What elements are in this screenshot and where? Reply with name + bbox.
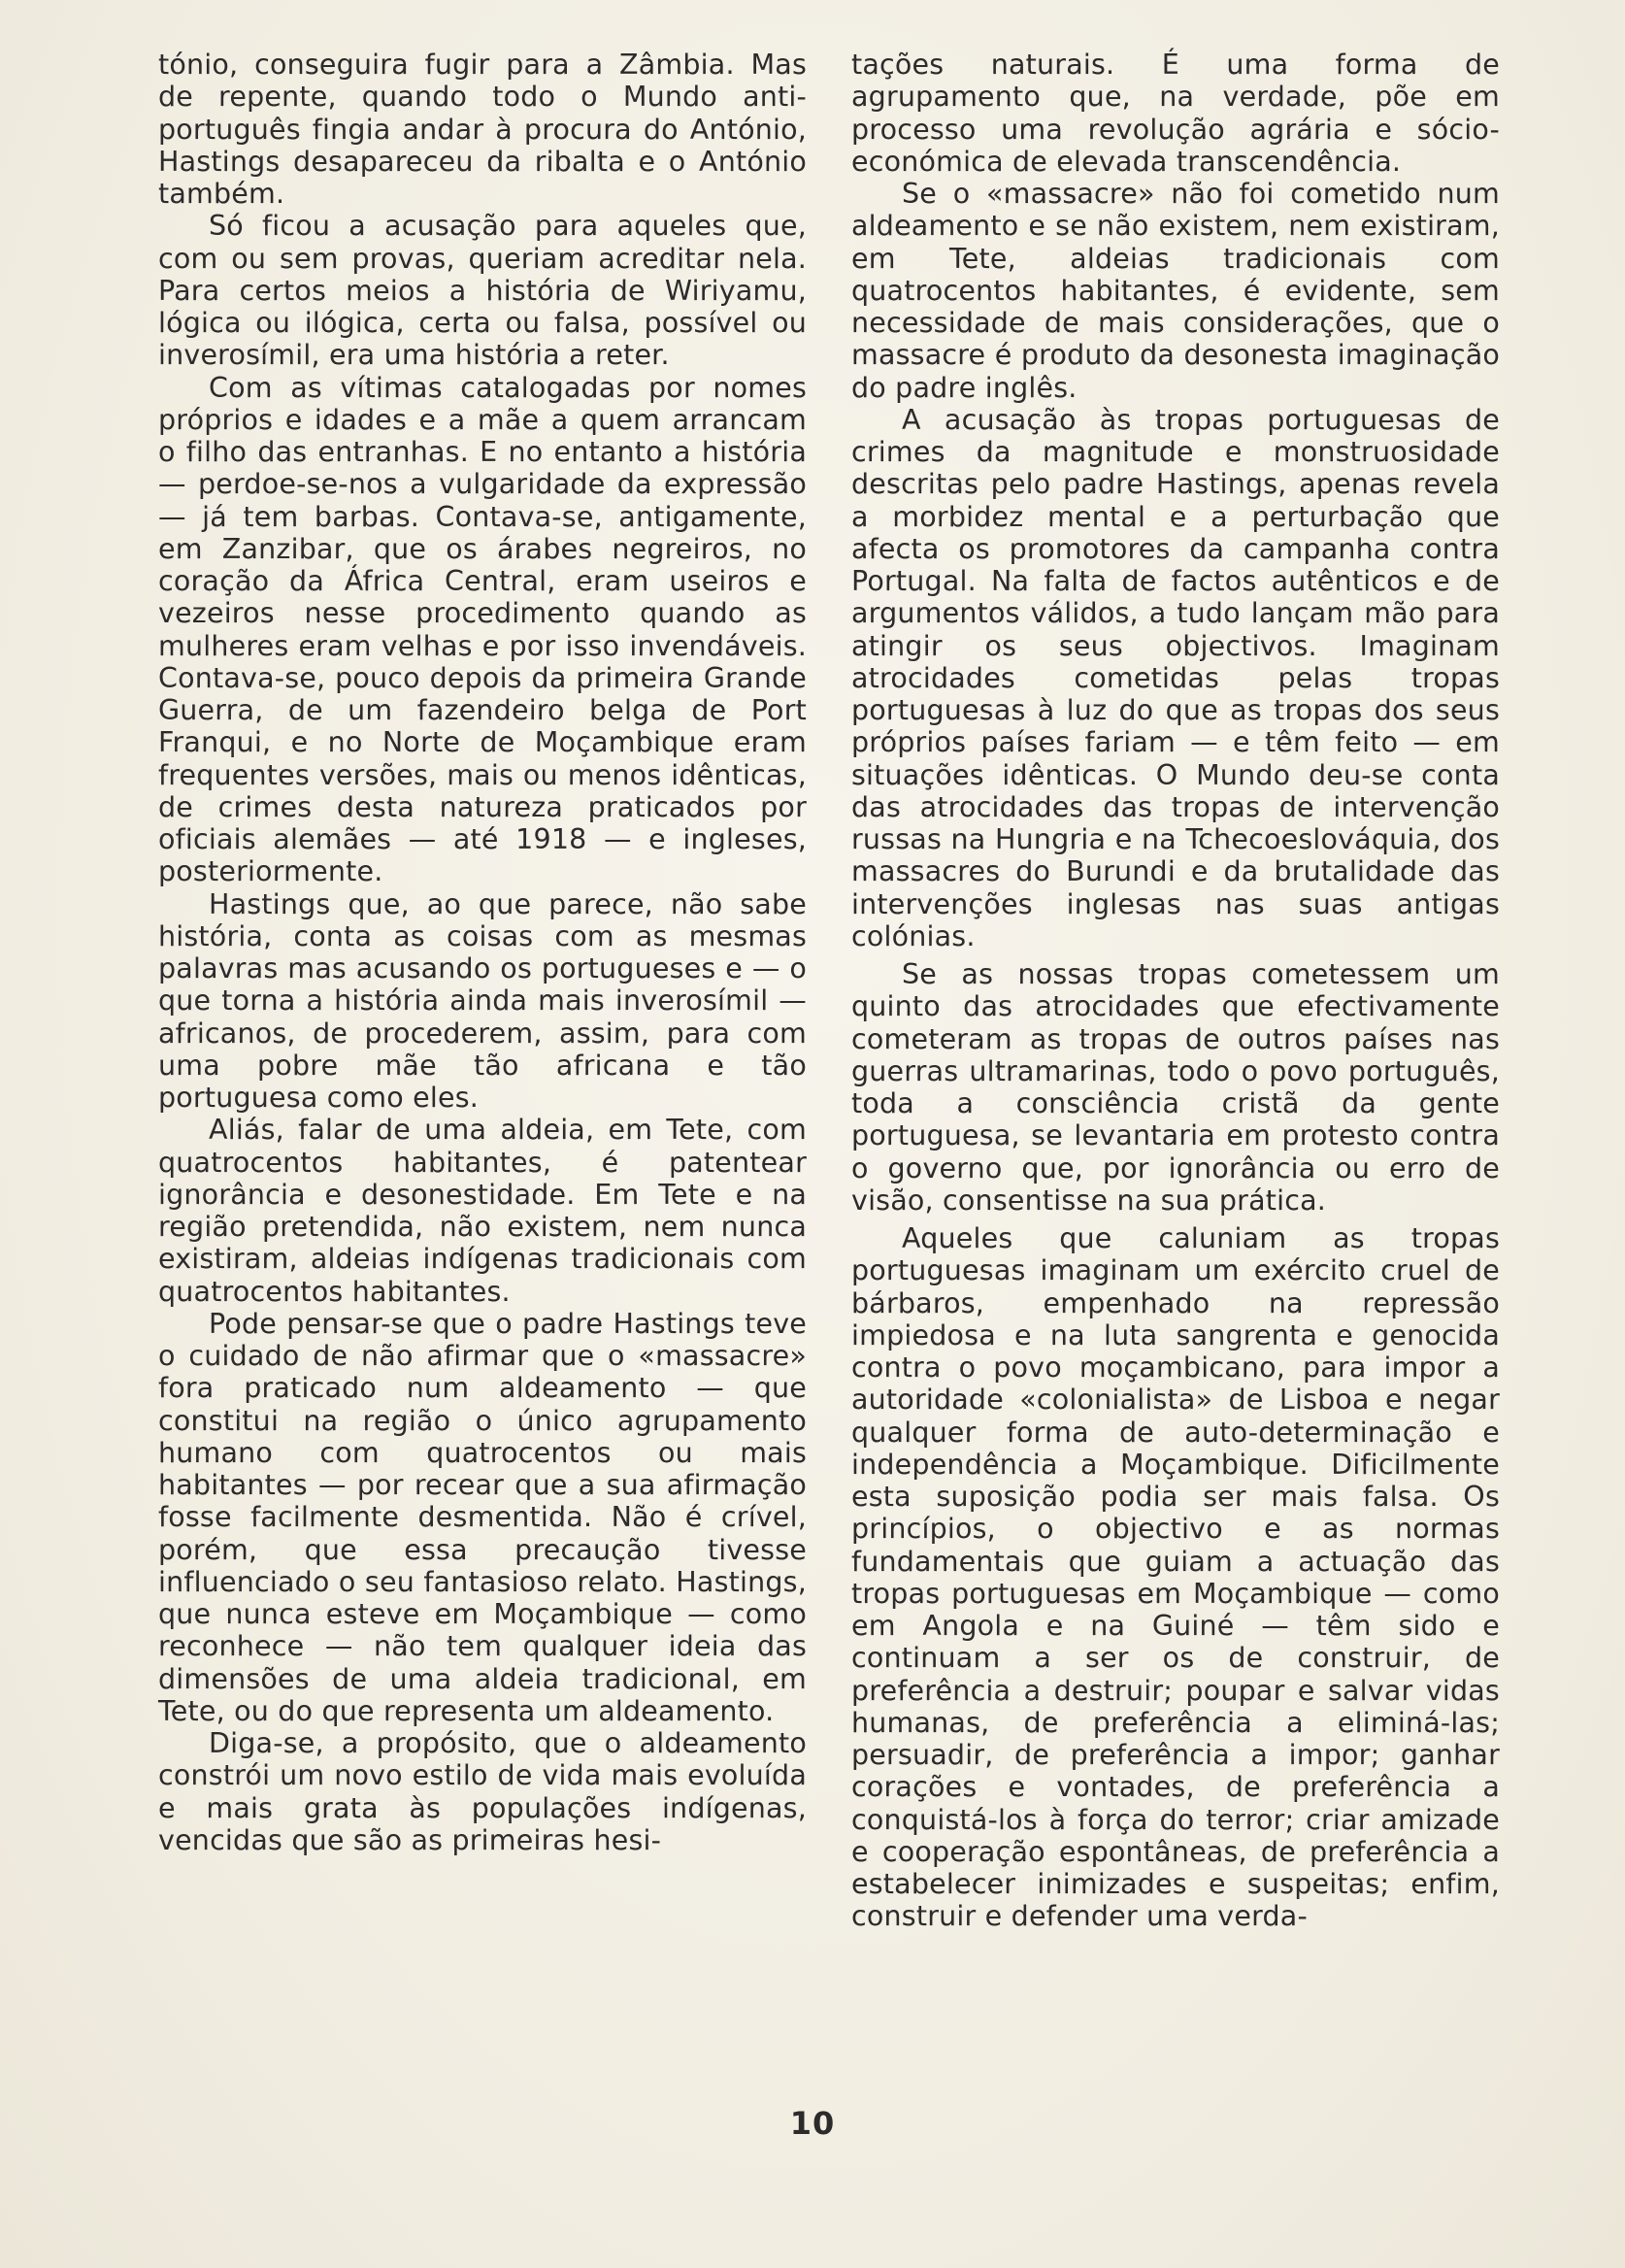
- paragraph: Só ficou a acusação para aqueles que, com ou sem provas, queriam acreditar nela. Para certos meios a história de Wiriyamu, lógica ou ilógica, certa ou falsa, possível ou inverosímil, era uma história a reter.: [158, 210, 807, 372]
- paragraph: Hastings que, ao que parece, não sabe história, conta as coisas com as mesmas palavras mas acusando os portugueses e — o que torna a história ainda mais inverosímil — africanos, de procederem, assim, para com uma pobre mãe tão africana e tão portuguesa como eles.: [158, 887, 807, 1114]
- paragraph: Aliás, falar de uma aldeia, em Tete, com quatrocentos habitantes, é patentear ignorância e desonestidade. Em Tete e na região pretendida, não existem, nem nunca existiram, aldeias indígenas tradicionais com quatrocentos habitantes.: [158, 1114, 807, 1308]
- paragraph: tónio, conseguira fugir para a Zâmbia. Mas de repente, quando todo o Mundo anti-português fingia andar à procura do António, Hastings desapareceu da ribalta e o António também.: [158, 49, 807, 210]
- paragraph: tações naturais. É uma forma de agrupamento que, na verdade, põe em processo uma revolução agrária e sócio-económica de elevada transcendência.: [851, 49, 1500, 178]
- left-text-column: [158, 49, 807, 1856]
- paragraph: A acusação às tropas portuguesas de crimes da magnitude e monstruosidade descritas pelo padre Hastings, apenas revela a morbidez mental e a perturbação que afecta os promotores da campanha contra Portugal. Na falta de factos autênticos e de argumentos válidos, a tudo lançam mão para atingir os seus objectivos. Imaginam atrocidades cometidas pelas tropas portuguesas à luz do que as tropas dos seus próprios países fariam — e têm feito — em situações idênticas. O Mundo deu-se conta das atrocidades das tropas de intervenção russas na Hungria e na Tchecoeslováquia, dos massacres do Burundi e da brutalidade das intervenções inglesas nas suas antigas colónias.: [851, 403, 1500, 952]
- paragraph: Se o «massacre» não foi cometido num aldeamento e se não existem, nem existiram, em Tete, aldeias tradicionais com quatrocentos habitantes, é evidente, sem necessidade de mais considerações, que o massacre é produto da desonesta imaginação do padre inglês.: [851, 178, 1500, 404]
- paragraph: Aqueles que caluniam as tropas portuguesas imaginam um exército cruel de bárbaros, empenhado na repressão impiedosa e na luta sangrenta e genocida contra o povo moçambicano, para impor a autoridade «colonialista» de Lisboa e negar qualquer forma de auto-determinação e independência a Moçambique. Dificilmente esta suposição podia ser mais falsa. Os princípios, o objectivo e as normas fundamentais que guiam a actuação das tropas portuguesas em Moçambique — como em Angola e na Guiné — têm sido e continuam a ser os de construir, de preferência a destruir; poupar e salvar vidas humanas, de preferência a eliminá-las; persuadir, de preferência a impor; ganhar corações e vontades, de preferência a conquistá-los à força do terror; criar amizade e cooperação espontâneas, de preferência a estabelecer inimizades e suspeitas; enfim, construir e defender uma verda-: [851, 1222, 1500, 1933]
- paragraph: Pode pensar-se que o padre Hastings teve o cuidado de não afirmar que o «massacre» fora praticado num aldeamento — que constitui na região o único agrupamento humano com quatrocentos ou mais habitantes — por recear que a sua afirmação fosse facilmente desmentida. Não é crível, porém, que essa precaução tivesse influenciado o seu fantasioso relato. Hastings, que nunca esteve em Moçambique — como reconhece — não tem qualquer ideia das dimensões de uma aldeia tradicional, em Tete, ou do que representa um aldeamento.: [158, 1307, 807, 1727]
- paragraph: Com as vítimas catalogadas por nomes próprios e idades e a mãe a quem arrancam o filho das entranhas. E no entanto a história — perdoe-se-nos a vulgaridade da expressão — já tem barbas. Contava-se, antigamente, em Zanzibar, que os árabes negreiros, no coração da África Central, eram useiros e vezeiros nesse procedimento quando as mulheres eram velhas e por isso invendáveis. Contava-se, pouco depois da primeira Grande Guerra, de um fazendeiro belga de Port Franqui, e no Norte de Moçambique eram frequentes versões, mais ou menos idênticas, de crimes desta natureza praticados por oficiais alemães — até 1918 — e ingleses, posteriormente.: [158, 371, 807, 888]
- paragraph: Se as nossas tropas cometessem um quinto das atrocidades que efectivamente cometeram as tropas de outros países nas guerras ultramarinas, todo o povo português, toda a consciência cristã da gente portuguesa, se levantaria em protesto contra o governo que, por ignorância ou erro de visão, consentisse na sua prática.: [851, 958, 1500, 1217]
- page-number: 10: [789, 2105, 836, 2142]
- right-text-column: [851, 49, 1500, 1933]
- paragraph: Diga-se, a propósito, que o aldeamento constrói um novo estilo de vida mais evoluída e mais grata às populações indígenas, vencidas que são as primeiras hesi-: [158, 1727, 807, 1856]
